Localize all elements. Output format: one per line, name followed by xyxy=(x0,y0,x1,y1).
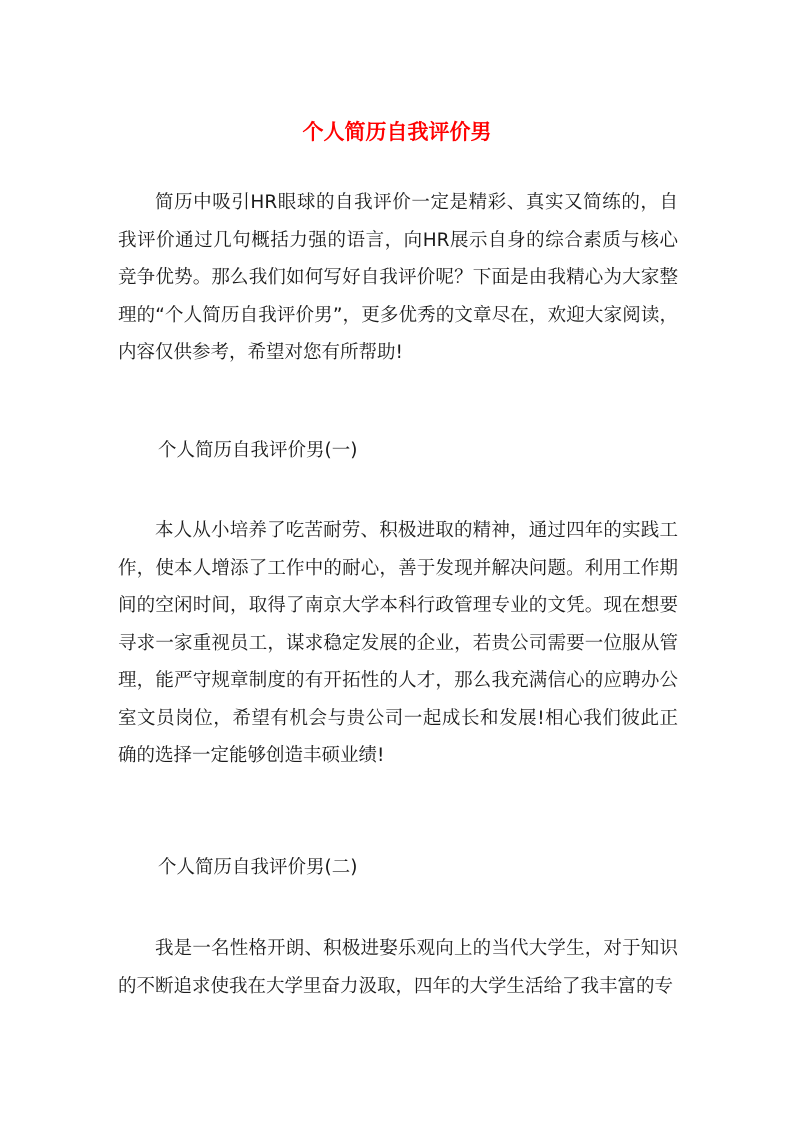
section-two-paragraph: 我是一名性格开朗、积极进娶乐观向上的当代大学生，对于知识的不断追求使我在大学里奋力汲取，四年的大学生活给了我丰富的专 xyxy=(118,938,678,997)
intro-paragraph: 简历中吸引HR眼球的自我评价一定是精彩、真实又简练的，自我评价通过几句概括力强的语言，向HR展示自身的综合素质与核心竞争优势。那么我们如何写好自我评价呢？下面是由我精心为大家整理的“个人简历自我评价男”，更多优秀的文章尽在，欢迎大家阅读，内容仅供参考，希望对您有所帮助! xyxy=(118,192,678,363)
section-heading-one: 个人简历自我评价男(一) xyxy=(158,440,358,461)
section-one-paragraph: 本人从小培养了吃苦耐劳、积极进取的精神，通过四年的实践工作，使本人增添了工作中的耐心，善于发现并解决问题。利用工作期间的空闲时间，取得了南京大学本科行政管理专业的文凭。现在想要寻求一家重视员工，谋求稳定发展的企业，若贵公司需要一位服从管理，能严守规章制度的有开拓性的人才，那么我充满信心的应聘办公室文员岗位，希望有机会与贵公司一起成长和发展!相心我们彼此正确的选择一定能够创造丰硕业绩! xyxy=(118,520,678,766)
document-title: 个人简历自我评价男 xyxy=(302,120,492,145)
section-heading-two: 个人简历自我评价男(二) xyxy=(158,857,358,878)
